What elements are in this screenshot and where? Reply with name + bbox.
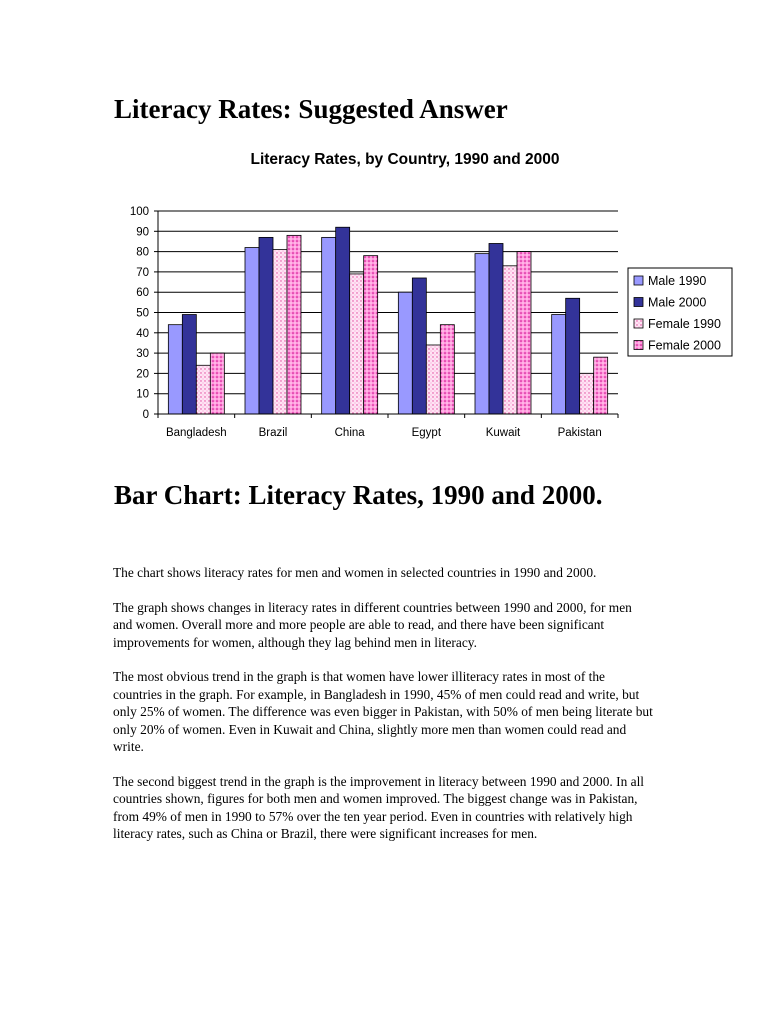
bar-male-1990-china xyxy=(322,237,336,414)
chart-bars xyxy=(168,227,607,414)
paragraph-3: The most obvious trend in the graph is that women have lower illiteracy rates in most of the countries in the graph. For example, in Bangladesh in 1990, 45% of men could read and write, but only 25% of women. The difference was even bigger in Pakistan, with 50% of men being literate but only 20% of women. Even in Kuwait and China, slightly more men than women could read and write. xyxy=(113,669,653,755)
legend-label: Female 2000 xyxy=(648,338,721,353)
x-tick-label: Pakistan xyxy=(557,427,602,439)
chart-svg xyxy=(100,140,760,450)
bar-female-1990-kuwait xyxy=(503,266,517,414)
y-tick-label: 80 xyxy=(136,246,149,259)
bar-male-1990-kuwait xyxy=(475,254,489,414)
y-tick-label: 40 xyxy=(136,327,149,340)
legend-swatch xyxy=(634,341,643,350)
section-heading: Bar Chart: Literacy Rates, 1990 and 2000. xyxy=(114,480,603,510)
bar-male-1990-pakistan xyxy=(552,315,566,414)
paragraph-1: The chart shows literacy rates for men and women in selected countries in 1990 and 2000. xyxy=(113,565,597,580)
y-tick-label: 60 xyxy=(136,287,149,300)
bar-male-2000-egypt xyxy=(412,278,426,414)
y-tick-label: 20 xyxy=(136,368,149,381)
paragraph-2: The graph shows changes in literacy rates in different countries between 1990 and 2000, for men and women. Overall more and more people are able to read, and there have been significant improvements for women, although they lag behind men in literacy. xyxy=(113,599,632,650)
y-tick-label: 30 xyxy=(136,348,149,361)
x-tick-label: Egypt xyxy=(411,427,442,439)
bar-female-2000-bangladesh xyxy=(210,353,224,414)
y-tick-label: 70 xyxy=(136,266,149,279)
chart-title: Literacy Rates, by Country, 1990 and 2000 xyxy=(250,151,560,168)
literacy-bar-chart xyxy=(100,140,760,450)
bar-male-2000-china xyxy=(336,227,350,414)
legend-swatch xyxy=(634,276,643,285)
bar-female-2000-kuwait xyxy=(517,252,531,414)
chart-gridlines xyxy=(158,211,618,394)
bar-female-2000-brazil xyxy=(287,235,301,414)
paragraph-4: The second biggest trend in the graph is the improvement in literacy between 1990 and 2000. In all countries shown, figures for both men and women improved. The biggest change was in Pakistan, from 49% of men in 1990 to 57% over the ten year period. Even in countries with relatively high literacy rates, such as China or Brazil, there were significant increases for men. xyxy=(113,773,645,842)
bar-female-1990-bangladesh xyxy=(196,365,210,414)
bar-female-1990-pakistan xyxy=(580,373,594,414)
y-tick-label: 50 xyxy=(136,307,149,320)
bar-male-2000-bangladesh xyxy=(182,315,196,414)
bar-female-2000-pakistan xyxy=(594,357,608,414)
bar-female-2000-egypt xyxy=(440,325,454,414)
legend-swatch xyxy=(634,319,643,328)
bar-female-1990-china xyxy=(350,274,364,414)
y-tick-label: 10 xyxy=(136,388,149,401)
x-tick-label: China xyxy=(334,427,365,439)
y-tick-label: 100 xyxy=(129,206,149,218)
bar-male-1990-bangladesh xyxy=(168,325,182,414)
bar-female-2000-china xyxy=(364,256,378,414)
legend-label: Male 1990 xyxy=(648,274,707,288)
x-tick-label: Bangladesh xyxy=(165,427,227,439)
legend-label: Male 2000 xyxy=(648,295,707,310)
bar-female-1990-brazil xyxy=(273,250,287,414)
article-body xyxy=(113,564,653,860)
legend-swatch xyxy=(634,298,643,307)
y-tick-label: 0 xyxy=(142,409,149,421)
x-tick-label: Brazil xyxy=(258,427,288,439)
bar-male-2000-pakistan xyxy=(566,298,580,414)
bar-male-2000-kuwait xyxy=(489,243,503,414)
bar-male-2000-brazil xyxy=(259,237,273,414)
chart-legend xyxy=(628,268,732,356)
page-title: Literacy Rates: Suggested Answer xyxy=(114,94,508,124)
x-tick-label: Kuwait xyxy=(485,427,521,439)
legend-label: Female 1990 xyxy=(648,317,721,331)
y-tick-label: 90 xyxy=(136,226,149,239)
bar-female-1990-egypt xyxy=(426,345,440,414)
bar-male-1990-egypt xyxy=(398,292,412,414)
bar-male-1990-brazil xyxy=(245,248,259,414)
